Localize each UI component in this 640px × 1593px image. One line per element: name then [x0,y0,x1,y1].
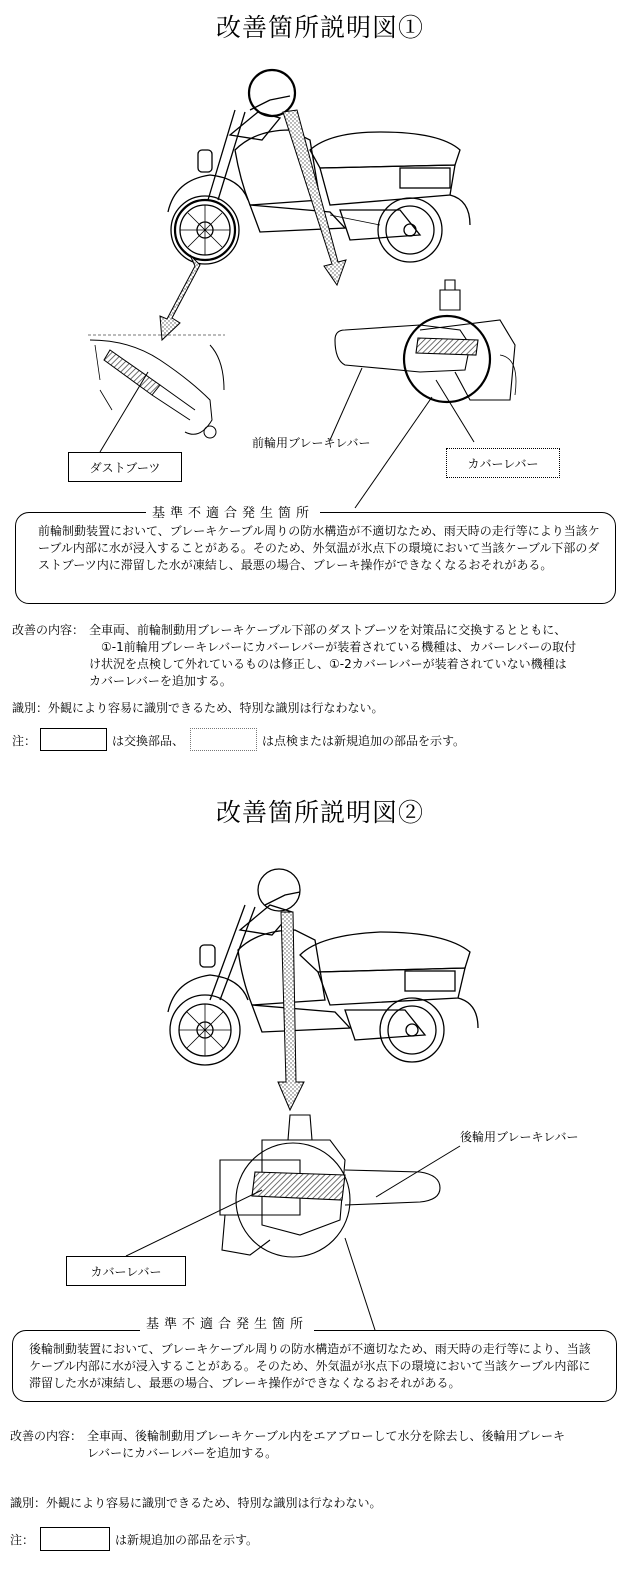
front-brake-lever-label: 前輪用ブレーキレバー [252,436,371,450]
scooter-2-drawing [168,869,478,1065]
defect-box-1 [15,512,616,604]
dust-boot-label [68,452,182,482]
replacement-part-legend-box [40,728,107,751]
cover-lever-label-text: カバーレバー [467,456,539,471]
improvement-line: ①-1前輪用ブレーキレバーにカバーレバーが装着されている機種は、カバーレバーの取付 [101,640,577,654]
dust-boot-label-text: ダストブーツ [89,460,161,475]
rear-lever-detail [220,1115,440,1257]
improvement-line: カバーレバーを追加する。 [89,674,232,688]
section1-title: 改善箇所説明図① [215,13,424,42]
front-lever-detail [335,280,516,402]
improvement-line: 全車両、前輪制動用ブレーキケーブル下部のダストブーツを対策品に交換するとともに、 [89,623,567,637]
arrow-1a [160,255,200,340]
cover-lever-label [446,448,560,478]
note-end-2: は新規追加の部品を示す。 [115,1533,259,1547]
improvement-2 [10,1428,82,1445]
defect-heading-1: 基準不適合発生箇所 [146,502,320,521]
note-label-1: 注： [12,734,37,748]
defect-box-2 [12,1330,617,1402]
improvement-label-1: 改善の内容： [12,623,85,637]
new-part-legend-box [40,1527,110,1551]
defect-text-1: 前輪制動装置において、ブレーキケーブル周りの防水構造が不適切なため、雨天時の走行等により当該ケーブル内部に水が浸入することがある。そのため、外気温が氷点下の環境において当該ケーブル下部のダストブーツ内に滞留した水が凍結し、最悪の場合、ブレーキ操作ができなくなるおそれがある。 [38,524,600,572]
improvement-line: レバーにカバーレバーを追加する。 [87,1446,278,1460]
note-end-1: は点検または新規追加の部品を示す。 [262,734,466,748]
scooter-1-drawing [168,70,470,264]
rear-brake-lever-label: 後輪用ブレーキレバー [460,1130,579,1144]
defect-heading-2: 基準不適合発生箇所 [140,1313,314,1332]
identification-1: 識別：外観により容易に識別できるため、特別な識別は行なわない。 [12,701,384,715]
improvement-content-2 [87,1428,627,1462]
improvement-line: 全車両、後輪制動用ブレーキケーブル内をエアブローして水分を除去し、後輪用ブレーキ [87,1429,565,1443]
inspection-part-legend-box [190,728,257,751]
cover-lever-label-2 [66,1256,186,1286]
identification-2: 識別：外観により容易に識別できるため、特別な識別は行なわない。 [10,1496,382,1510]
section2-title: 改善箇所説明図② [215,798,424,827]
improvement-1 [12,622,84,639]
note-mid-1: は交換部品、 [112,734,185,748]
improvement-label-2: 改善の内容： [10,1429,83,1443]
defect-text-2: 後輪制動装置において、ブレーキケーブル周りの防水構造が不適切なため、雨天時の走行等により、当該ケーブル内部に水が浸入することがある。そのため、外気温が氷点下の環境において当該ケーブル内部に滞留した水が凍結し、最悪の場合、ブレーキ操作ができなくなるおそれがある。 [29,1342,591,1390]
cover-lever-label-2-text: カバーレバー [90,1264,162,1279]
note-label-2: 注： [10,1533,35,1547]
dust-boot-detail [88,335,225,438]
improvement-content-1 [89,622,629,690]
arrow-2 [278,912,304,1110]
improvement-line: け状況を点検して外れているものは修正し、①-2カバーレバーが装着されていない機種は [89,657,567,671]
